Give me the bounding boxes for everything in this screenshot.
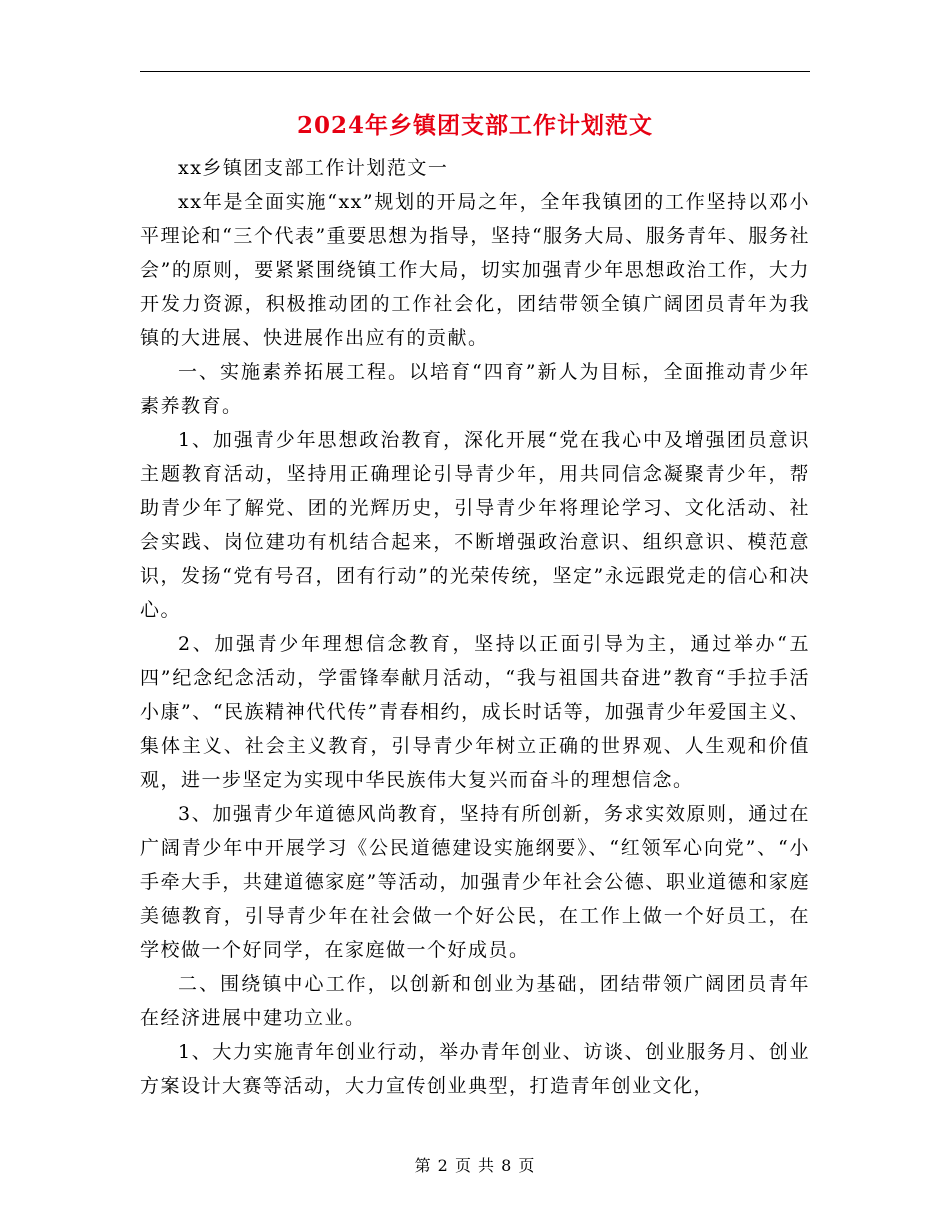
- body-paragraph: 2、加强青少年理想信念教育，坚持以正面引导为主，通过举办“五四”纪念纪念活动，学雷锋奉献月活动，“我与祖国共奋进”教育“手拉手活小康”、“民族精神代代传”青春相约，成长时话等，加强青少年爱国主义、集体主义、社会主义教育，引导青少年树立正确的世界观、人生观和价值观，进一步坚定为实现中华民族伟大复兴而奋斗的理想信念。: [140, 633, 810, 791]
- page-number-footer: 第 2 页 共 8 页: [414, 1156, 536, 1175]
- body-paragraph: 一、实施素养拓展工程。以培育“四育”新人为目标，全面推动青少年素养教育。: [140, 361, 810, 417]
- body-paragraph: xx年是全面实施“xx”规划的开局之年，全年我镇团的工作坚持以邓小平理论和“三个代表”重要思想为指导，坚持“服务大局、服务青年、服务社会”的原则，要紧紧围绕镇工作大局，切实加强青少年思想政治工作，大力开发力资源，积极推动团的工作社会化，团结带领全镇广阔团员青年为我镇的大进展、快进展作出应有的贡献。: [140, 191, 810, 349]
- body-paragraph: 二、围绕镇中心工作，以创新和创业为基础，团结带领广阔团员青年在经济进展中建功立业。: [140, 973, 810, 1029]
- document-title: 2024年乡镇团支部工作计划范文: [296, 112, 653, 139]
- body-paragraph: 1、大力实施青年创业行动，举办青年创业、访谈、创业服务月、创业方案设计大赛等活动，大力宣传创业典型，打造青年创业文化，: [140, 1041, 810, 1097]
- document-body: [140, 151, 810, 1103]
- body-paragraph: 1、加强青少年思想政治教育，深化开展“党在我心中及增强团员意识主题教育活动，坚持用正确理论引导青少年，用共同信念凝聚青少年，帮助青少年了解党、团的光辉历史，引导青少年将理论学习、文化活动、社会实践、岗位建功有机结合起来，不断增强政治意识、组织意识、模范意识，发扬“党有号召，团有行动”的光荣传统，坚定”永远跟党走的信心和决心。: [140, 429, 810, 621]
- header-rule: [140, 71, 810, 72]
- body-paragraph: 3、加强青少年道德风尚教育，坚持有所创新，务求实效原则，通过在广阔青少年中开展学习《公民道德建设实施纲要》、“红领军心向党”、“小手牵大手，共建道德家庭”等活动，加强青少年社会公德、职业道德和家庭美德教育，引导青少年在社会做一个好公民，在工作上做一个好员工，在学校做一个好同学，在家庭做一个好成员。: [140, 803, 810, 961]
- body-paragraph: xx乡镇团支部工作计划范文一: [178, 157, 449, 179]
